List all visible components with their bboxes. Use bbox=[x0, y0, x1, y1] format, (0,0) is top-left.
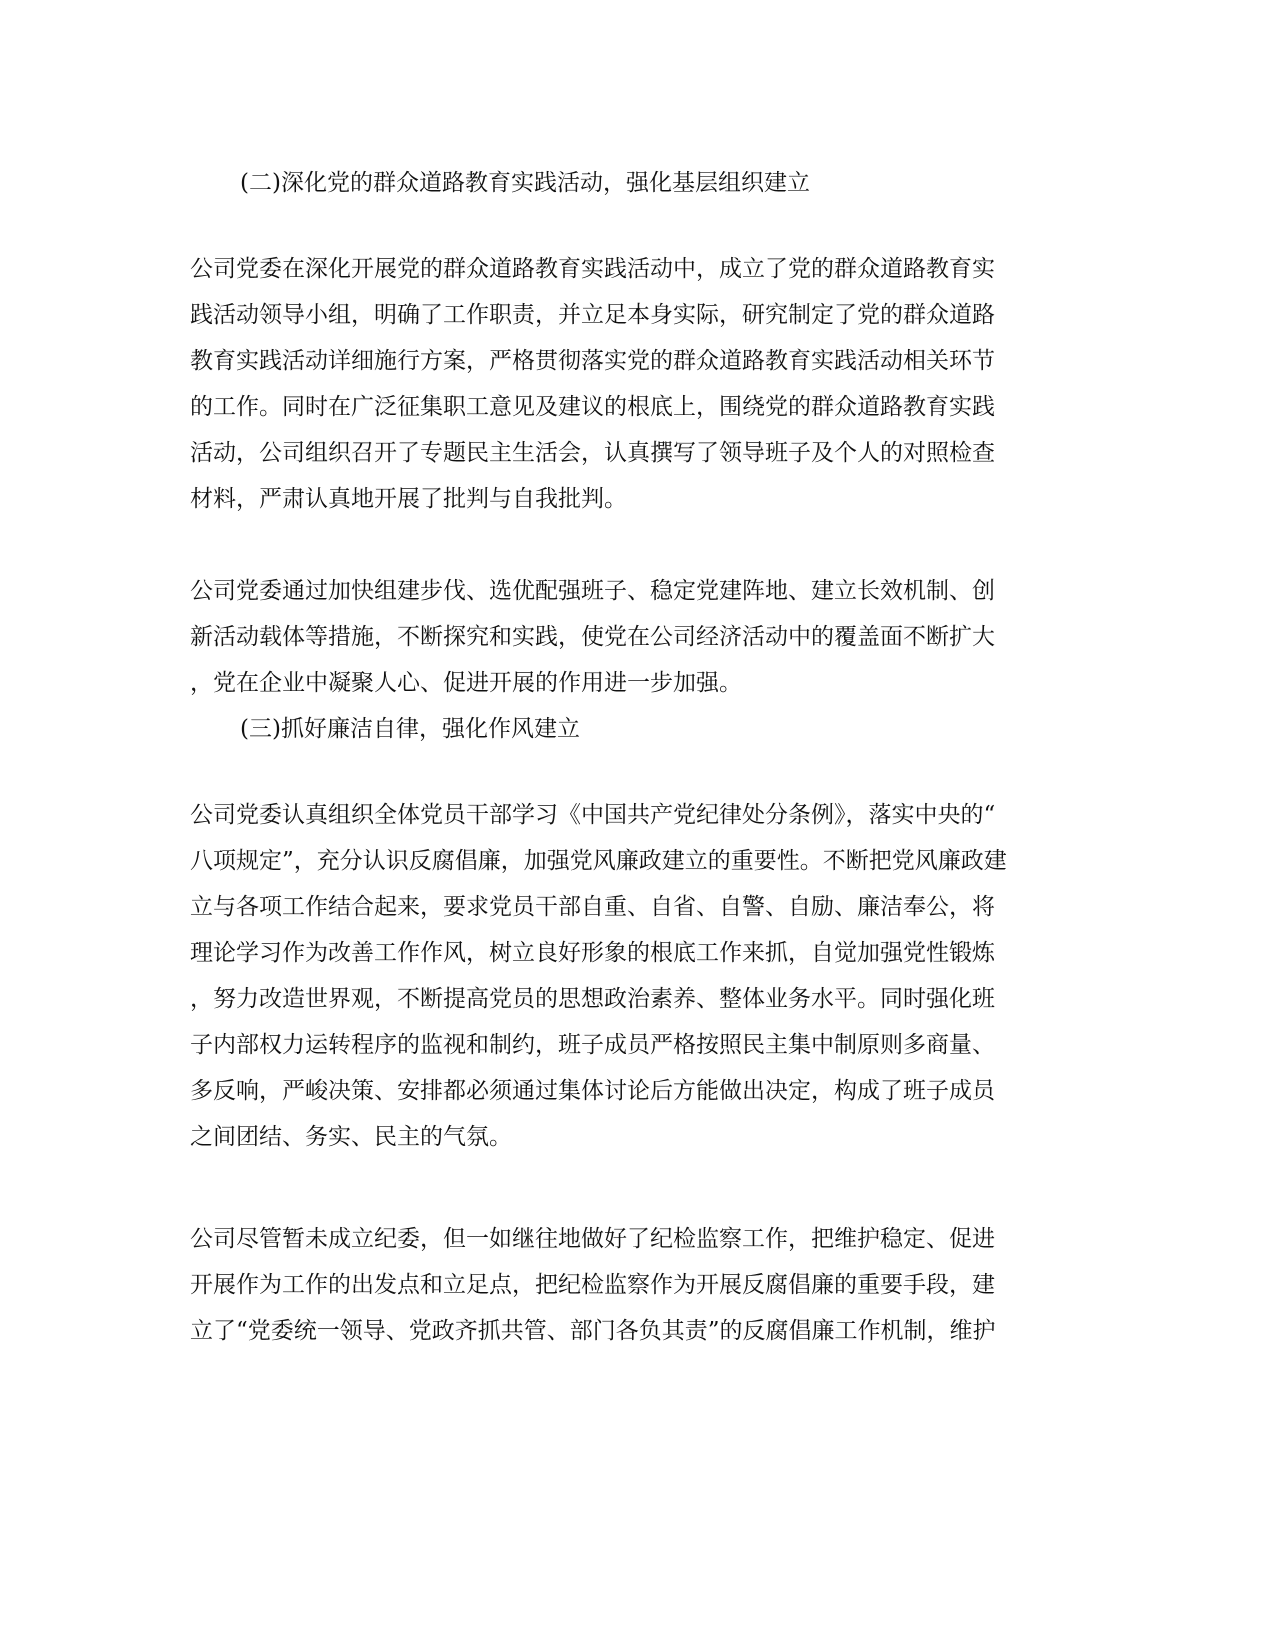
text-line: 公司党委通过加快组建步伐、选优配强班子、稳定党建阵地、建立长效机制、创 bbox=[190, 578, 995, 604]
text-line: 子内部权力运转程序的监视和制约，班子成员严格按照民主集中制原则多商量、 bbox=[190, 1032, 995, 1058]
text-line: 教育实践活动详细施行方案，严格贯彻落实党的群众道路教育实践活动相关环节 bbox=[190, 348, 995, 374]
text-line: 材料，严肃认真地开展了批判与自我批判。 bbox=[190, 486, 627, 512]
text-line: 公司党委认真组织全体党员干部学习《中国共产党纪律处分条例》，落实中央的“ bbox=[190, 802, 996, 828]
text-line: ，努力改造世界观，不断提高党员的思想政治素养、整体业务水平。同时强化班 bbox=[190, 986, 995, 1012]
text-line: 八项规定”，充分认识反腐倡廉，加强党风廉政建立的重要性。不断把党风廉政建 bbox=[190, 848, 1007, 874]
text-line: 的工作。同时在广泛征集职工意见及建议的根底上，围绕党的群众道路教育实践 bbox=[190, 394, 995, 420]
text-line: 公司党委在深化开展党的群众道路教育实践活动中，成立了党的群众道路教育实 bbox=[190, 256, 995, 282]
section-heading-3: (三)抓好廉洁自律，强化作风建立 bbox=[240, 716, 580, 742]
text-line: 公司尽管暂未成立纪委，但一如继往地做好了纪检监察工作，把维护稳定、促进 bbox=[190, 1226, 995, 1252]
text-line: 践活动领导小组，明确了工作职责，并立足本身实际，研究制定了党的群众道路 bbox=[190, 302, 995, 328]
text-line: 活动，公司组织召开了专题民主生活会，认真撰写了领导班子及个人的对照检查 bbox=[190, 440, 995, 466]
text-line: 新活动载体等措施，不断探究和实践，使党在公司经济活动中的覆盖面不断扩大 bbox=[190, 624, 995, 650]
text-line: ，党在企业中凝聚人心、促进开展的作用进一步加强。 bbox=[190, 670, 742, 696]
text-line: 立与各项工作结合起来，要求党员干部自重、自省、自警、自励、廉洁奉公，将 bbox=[190, 894, 995, 920]
text-line: 理论学习作为改善工作作风，树立良好形象的根底工作来抓，自觉加强党性锻炼 bbox=[190, 940, 995, 966]
text-line: 立了“党委统一领导、党政齐抓共管、部门各负其责”的反腐倡廉工作机制，维护 bbox=[190, 1318, 996, 1344]
text-line: 开展作为工作的出发点和立足点，把纪检监察作为开展反腐倡廉的重要手段，建 bbox=[190, 1272, 995, 1298]
text-line: 之间团结、务实、民主的气氛。 bbox=[190, 1124, 512, 1150]
section-heading-2: (二)深化党的群众道路教育实践活动，强化基层组织建立 bbox=[240, 170, 810, 196]
text-line: 多反响，严峻决策、安排都必须通过集体讨论后方能做出决定，构成了班子成员 bbox=[190, 1078, 995, 1104]
